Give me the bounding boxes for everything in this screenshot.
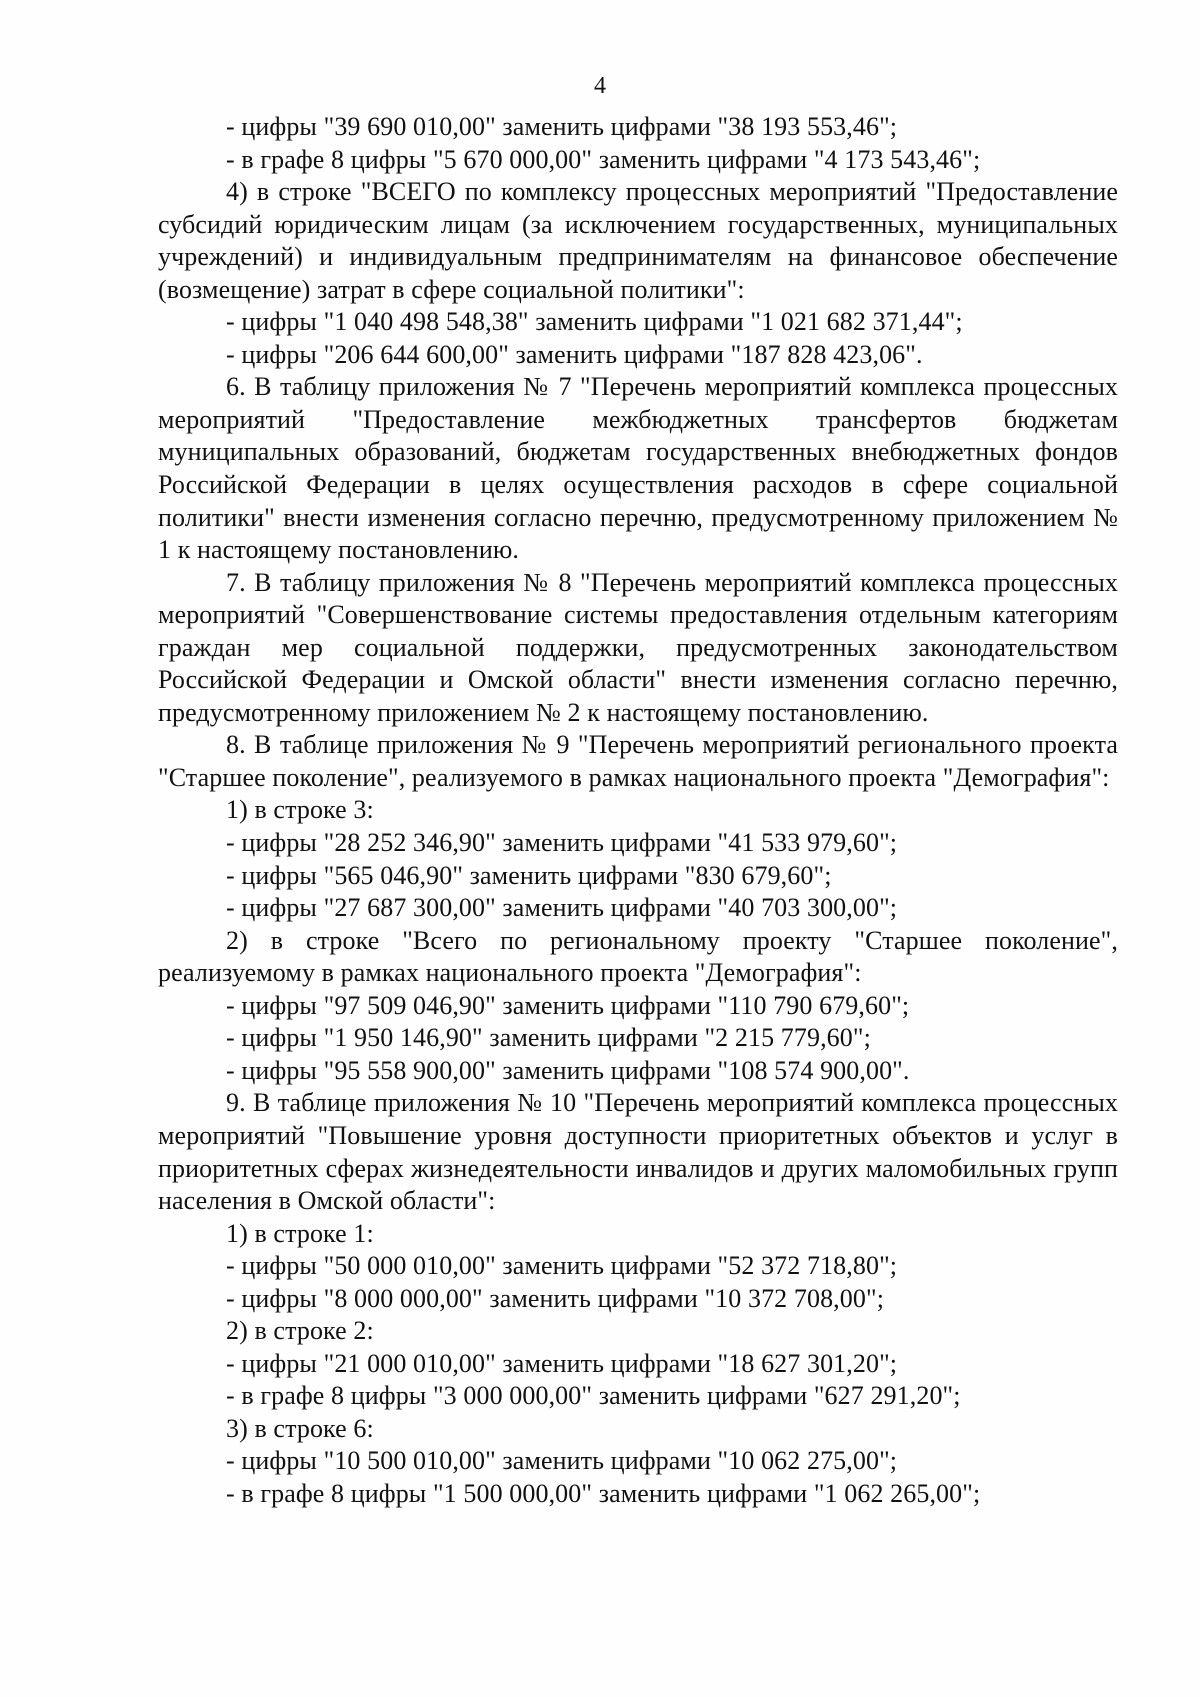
- text-line: - цифры "97 509 046,90" заменить цифрами "110 790 679,60";: [226, 990, 910, 1020]
- sub-item: 2) в строке "Всего по региональному проекту "Старшее поколение", реализуемому в рамках национального проекта "Демография":: [158, 925, 1118, 988]
- text-line: - цифры "21 000 010,00" заменить цифрами "18 627 301,20";: [226, 1348, 898, 1378]
- text-line: - цифры "27 687 300,00" заменить цифрами "40 703 300,00";: [226, 893, 898, 923]
- text-line: - в графе 8 цифры "5 670 000,00" заменить цифрами "4 173 543,46";: [226, 144, 981, 174]
- text-line: - в графе 8 цифры "1 500 000,00" заменить цифрами "1 062 265,00";: [226, 1478, 981, 1508]
- text-line: - цифры "8 000 000,00" заменить цифрами "10 372 708,00";: [226, 1283, 885, 1313]
- text-line: - цифры "1 040 498 548,38" заменить цифрами "1 021 682 371,44";: [226, 307, 963, 337]
- document-body: [158, 111, 1118, 1511]
- text-line: - в графе 8 цифры "3 000 000,00" заменить цифрами "627 291,20";: [226, 1381, 961, 1411]
- sub-item: 1) в строке 3:: [226, 795, 374, 825]
- paragraph-item-9: 9. В таблице приложения № 10 "Перечень мероприятий комплекса процессных мероприятий "Повышение уровня доступности приоритетных объектов и услуг в приоритетных сферах жизнедеятельности инвалидов и других маломобильных групп населения в Омской области":: [158, 1088, 1118, 1216]
- text-line: - цифры "10 500 010,00" заменить цифрами "10 062 275,00";: [226, 1446, 898, 1476]
- text-line: - цифры "206 644 600,00" заменить цифрами "187 828 423,06".: [226, 339, 923, 369]
- sub-item: 2) в строке 2:: [226, 1316, 374, 1346]
- text-line: - цифры "39 690 010,00" заменить цифрами "38 193 553,46";: [226, 112, 898, 141]
- text-line: - цифры "1 950 146,90" заменить цифрами "2 215 779,60";: [226, 1023, 871, 1053]
- paragraph-item-8: 8. В таблице приложения № 9 "Перечень мероприятий регионального проекта "Старшее поколение", реализуемого в рамках национального проекта "Демография":: [158, 730, 1118, 792]
- paragraph-item-6: 6. В таблицу приложения № 7 "Перечень мероприятий комплекса процессных мероприятий "Предоставление межбюджетных трансфертов бюджетам муниципальных образований, бюджетам государственных внебюджетных фондов Российской Федерации в целях осуществления расходов в сфере социальной политики" внести изменения согласно перечню, предусмотренному приложением № 1 к настоящему постановлению.: [158, 372, 1118, 565]
- text-line: - цифры "95 558 900,00" заменить цифрами "108 574 900,00".: [226, 1055, 910, 1085]
- paragraph-item-7: 7. В таблицу приложения № 8 "Перечень мероприятий комплекса процессных мероприятий "Совершенствование системы предоставления отдельным категориям граждан мер социальной поддержки, предусмотренных законодательством Российской Федерации и Омской области" внести изменения согласно перечню, предусмотренному приложением № 2 к настоящему постановлению.: [158, 567, 1118, 727]
- text-line: - цифры "565 046,90" заменить цифрами "830 679,60";: [226, 860, 832, 890]
- text-line: - цифры "28 252 346,90" заменить цифрами "41 533 979,60";: [226, 828, 898, 858]
- sub-item: 3) в строке 6:: [226, 1413, 374, 1443]
- page-number: 4: [594, 73, 606, 99]
- paragraph: 4) в строке "ВСЕГО по комплексу процессных мероприятий "Предоставление субсидий юридическим лицам (за исключением государственных, муниципальных учреждений) и индивидуальным предпринимателям на финансовое обеспечение (возмещение) затрат в сфере социальной политики":: [158, 177, 1118, 304]
- sub-item: 1) в строке 1:: [226, 1218, 374, 1248]
- text-line: - цифры "50 000 010,00" заменить цифрами "52 372 718,80";: [226, 1251, 898, 1281]
